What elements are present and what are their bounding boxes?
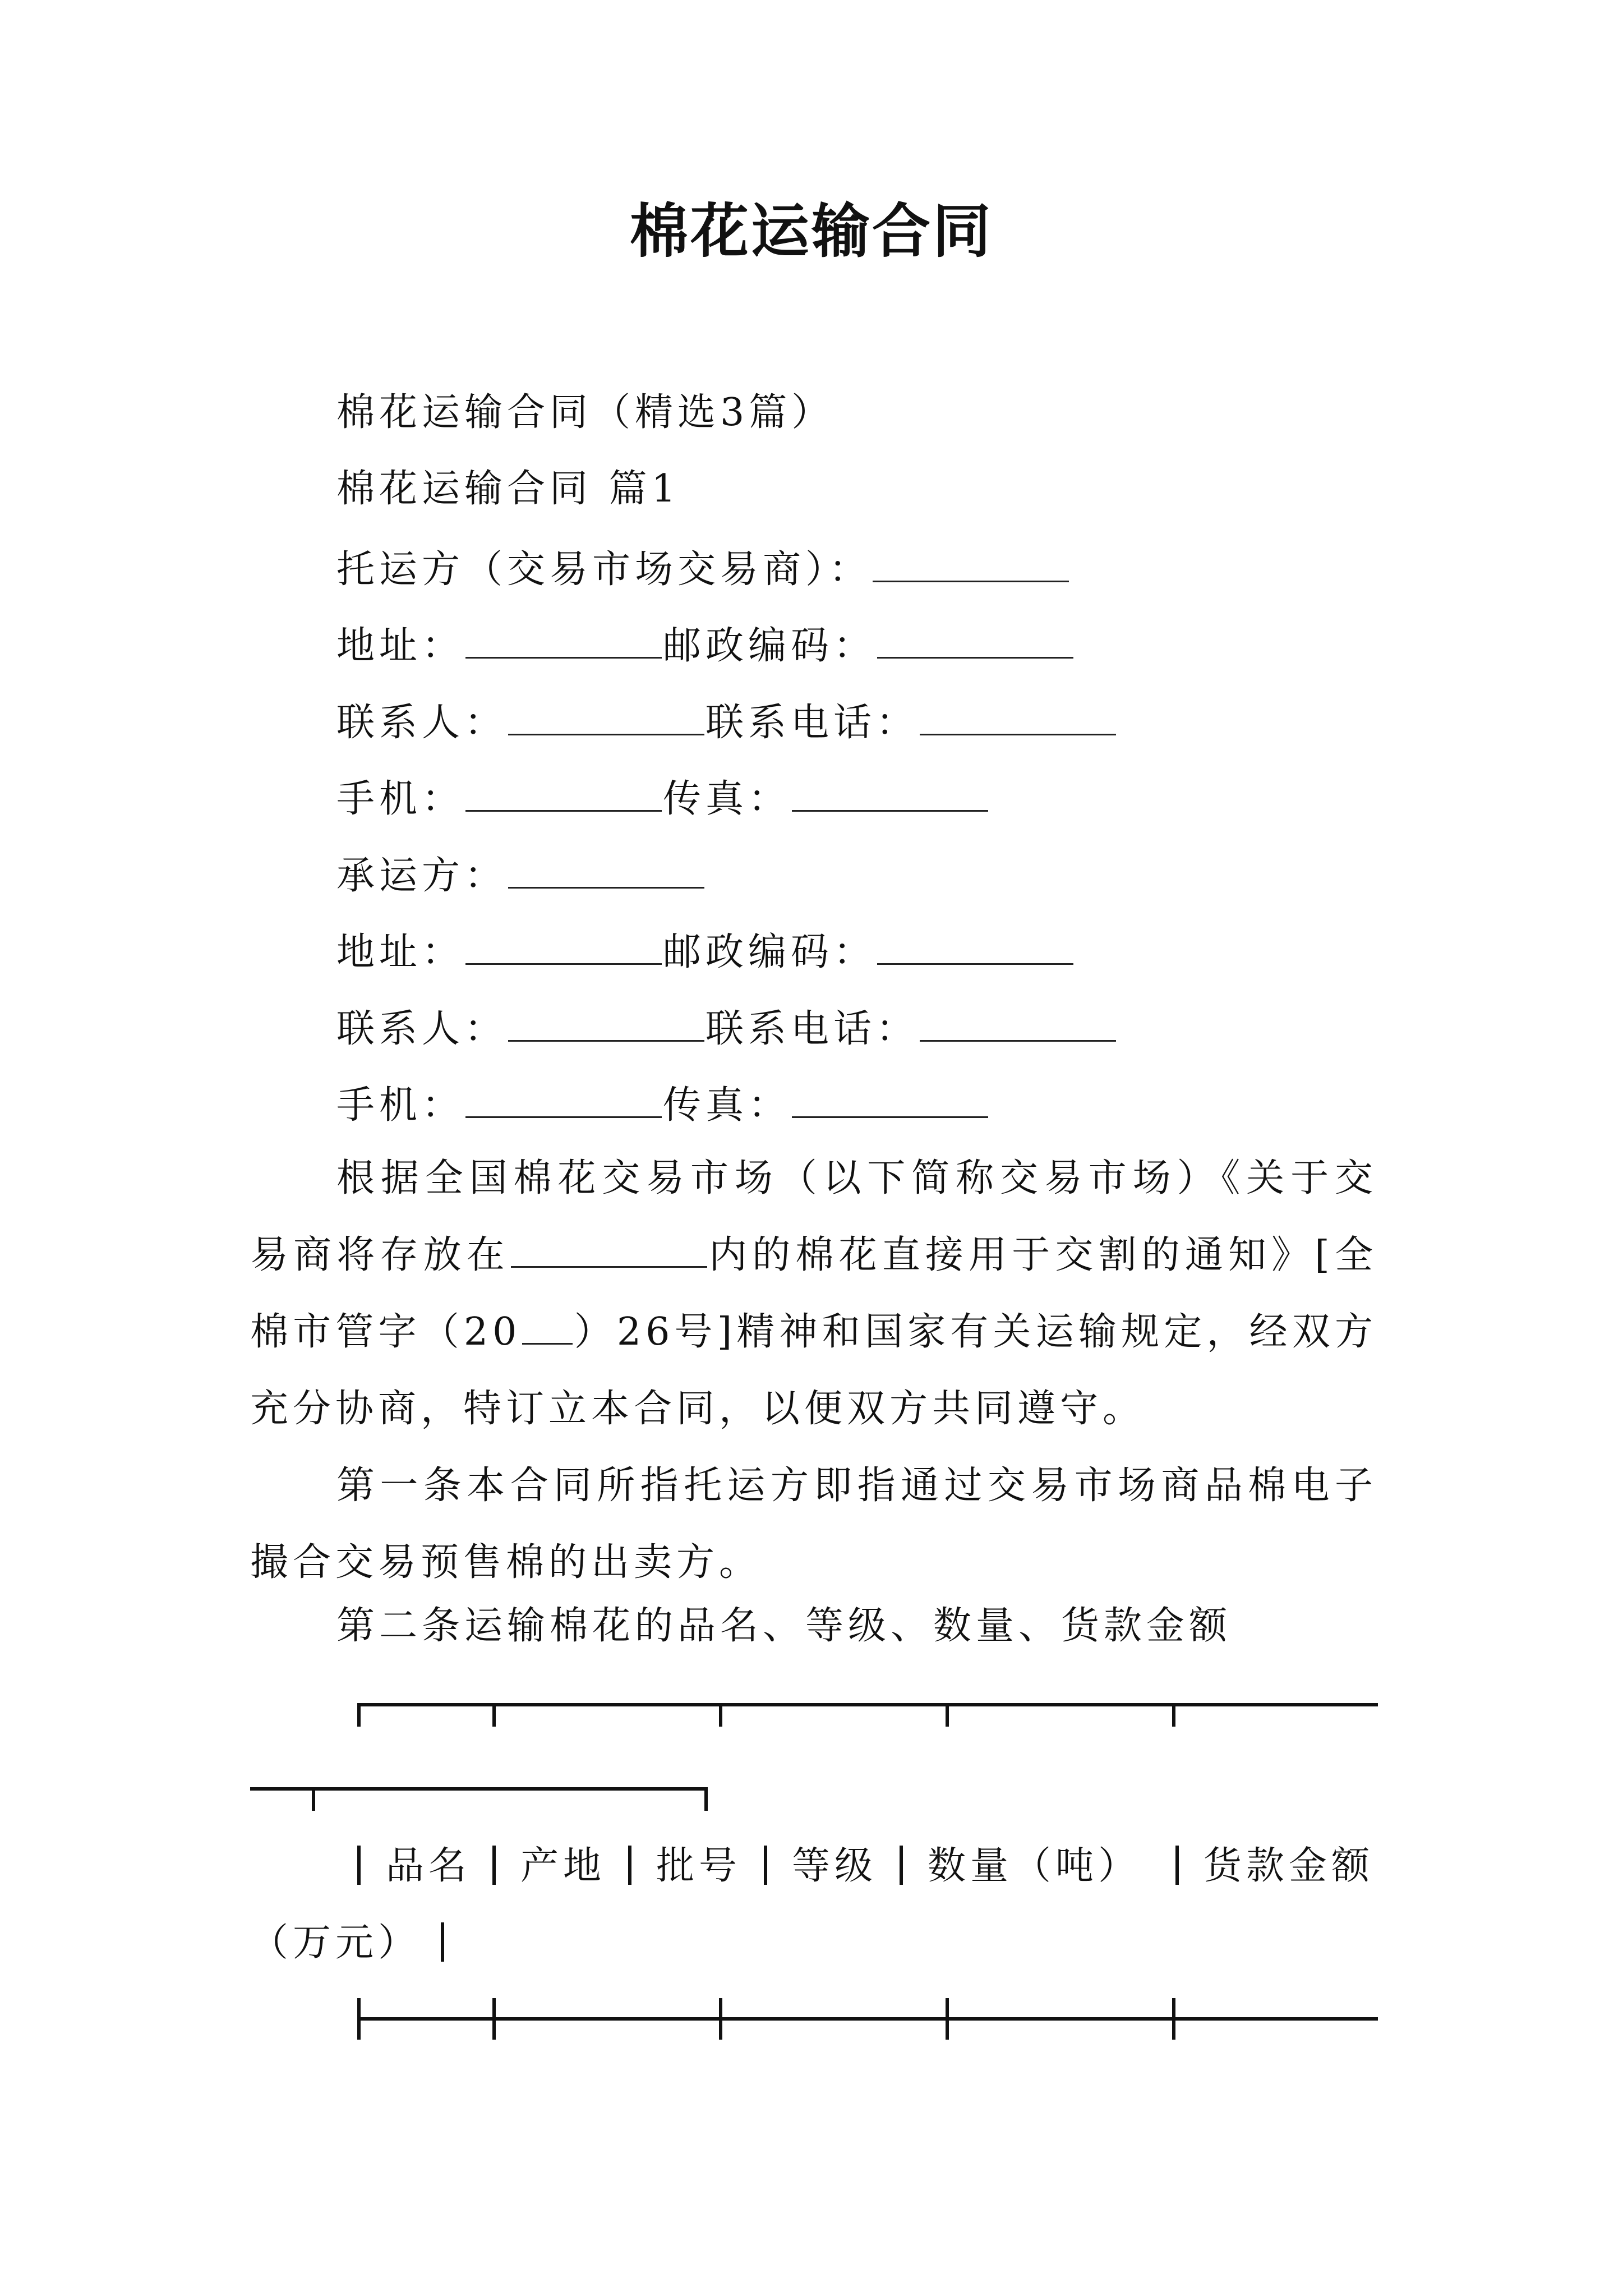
shipper-address-label: 地址： [336,624,465,668]
table-header-amount-unit: （万元） [250,1921,421,1965]
table-header-divider-5 [1175,1846,1179,1885]
carrier-address-row [336,930,1075,972]
table-top-tick-3 [946,1703,949,1727]
carrier-party-row [336,853,706,898]
table-separator-cross-1 [492,1998,496,2040]
table-header-batch: 批号 [656,1844,742,1888]
shipper-phone-blank [920,700,1116,735]
table-header-amount: 货款金额 [1204,1844,1375,1888]
carrier-mobile-label: 手机： [336,1083,465,1128]
table-top-corner-left [357,1703,361,1727]
shipper-party-row [336,547,1070,592]
table-header-divider-4 [900,1846,903,1885]
table-top-tick-4 [1172,1703,1175,1727]
table-header-grade: 等级 [792,1844,878,1888]
carrier-party-label: 承运方： [336,854,508,898]
carrier-mobile-blank [465,1083,662,1118]
shipper-fax-label: 传真： [663,777,791,821]
carrier-address-label: 地址： [336,930,465,974]
carrier-phone-label: 联系电话： [706,1007,919,1051]
shipper-party-label: 托运方（交易市场交易商）： [336,547,872,592]
table-header-name: 品名 [386,1844,472,1888]
article-1: 第一条本合同所指托运方即指通过交易市场商品棉电子撮合交易预售棉的出卖方。 [250,1464,1377,1585]
carrier-postcode-label: 邮政编码： [663,930,877,974]
shipper-phone-label: 联系电话： [706,701,919,745]
shipper-address-blank [465,623,662,659]
carrier-contact-row [336,1006,1117,1051]
carrier-contact-blank [508,1006,704,1042]
table-separator-left [357,1998,361,2040]
document-subtitle: 棉花运输合同（精选3篇） [336,390,834,435]
shipper-address-row [336,623,1075,668]
shipper-postcode-label: 邮政编码： [663,624,877,668]
preamble-paragraph [250,1140,1377,1447]
table-header-divider-0 [357,1846,361,1885]
table-header-divider-2 [628,1846,631,1885]
table-header-divider-3 [764,1846,767,1885]
table-header-origin: 产地 [520,1844,606,1888]
table-separator [357,2017,1378,2021]
carrier-fax-label: 传真： [663,1083,791,1128]
shipper-mobile-row [336,776,989,821]
carrier-postcode-blank [877,930,1073,965]
carrier-phone-blank [920,1006,1116,1042]
carrier-party-blank [508,853,704,889]
table-separator-cross-3 [946,1998,949,2040]
shipper-fax-blank [792,776,988,812]
shipper-postcode-blank [877,623,1073,659]
part-heading: 棉花运输合同 篇1 [336,467,680,511]
table-top-tick-2 [719,1703,722,1727]
table-top-wrap-tick [312,1787,315,1811]
table-header-divider-1 [492,1846,496,1885]
shipper-contact-label: 联系人： [336,701,508,745]
shipper-mobile-label: 手机： [336,777,465,821]
preamble-part2: 内的棉花直接用于交割的通知》[全棉市管字（20 [250,1233,1377,1354]
table-top-border-wrap [250,1787,708,1791]
table-top-border [357,1703,1378,1706]
carrier-address-blank [465,930,662,965]
table-top-corner-right [704,1787,708,1811]
shipper-contact-blank [508,700,704,735]
preamble-part3: ）26号]精神和国家有关运输规定，经双方充分协商，特订立本合同，以便双方共同遵守。 [250,1310,1377,1431]
table-header-divider-end [441,1922,444,1962]
shipper-contact-row [336,700,1117,745]
carrier-mobile-row [336,1083,989,1128]
table-separator-cross-4 [1172,1998,1175,2040]
carrier-fax-blank [792,1083,988,1118]
carrier-contact-label: 联系人： [336,1007,508,1051]
shipper-mobile-blank [465,776,662,812]
table-header-quantity: 数量（吨） [928,1844,1141,1888]
preamble-location-blank [511,1234,707,1268]
article-2: 第二条运输棉花的品名、等级、数量、货款金额 [336,1604,1232,1648]
preamble-year-blank [522,1310,573,1345]
preamble-part1: 根据全国棉花交易市场（以下简称交易市场）《关于交易商将存放在 [250,1156,1377,1277]
document-title: 棉花运输合同 [629,196,993,265]
table-separator-cross-2 [719,1998,722,2040]
shipper-party-blank [873,547,1069,582]
table-top-tick-1 [492,1703,496,1727]
